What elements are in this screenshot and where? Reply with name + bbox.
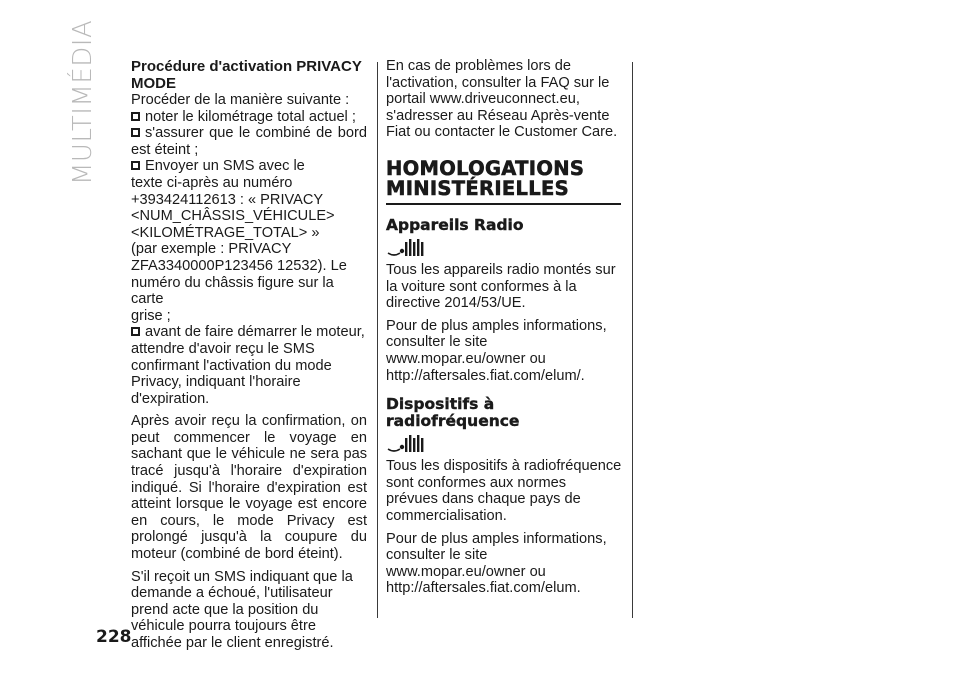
- paragraph: S'il reçoit un SMS indiquant que la demande a échoué, l'utilisateur prend acte que la position du véhicule pourra toujours être affichée par le client enregistré.: [131, 568, 353, 651]
- paragraph: Pour de plus amples informations, consulter le site www.mopar.eu/owner ou http://aftersales.fiat.com/elum.: [386, 530, 607, 597]
- left-column: [131, 58, 367, 652]
- section-heading-radio: Appareils Radio: [386, 215, 524, 234]
- paragraph: Pour de plus amples informations, consulter le site www.mopar.eu/owner ou http://aftersales.fiat.com/elum/.: [386, 317, 607, 384]
- list-item: s'assurer que le combiné de bord est éteint ;: [131, 125, 367, 158]
- page-number: 228: [96, 627, 132, 647]
- paragraph: Après avoir reçu la confirmation, on peut commencer le voyage en sachant que le véhicule ne sera pas tracé jusqu'à l'horaire d'expiration indiqué. Si l'horaire d'expiration est atteint lorsque le voyage est encore en cours, le mode Privacy est prolongé jusqu'à la coupure du moteur (combiné de bord éteint).: [131, 413, 367, 563]
- column-divider-left: [377, 62, 378, 618]
- main-heading: HOMOLOGATIONS MINISTÉRIELLES: [386, 156, 585, 200]
- section-heading-privacy: Procédure d'activation PRIVACY MODE: [131, 58, 362, 92]
- list-item: Envoyer un SMS avec le texte ci-après au numéro +393424112613 : « PRIVACY <NUM_CHÂSSIS_VÉHICULE> <KILOMÉTRAGE_TOTAL> » (par exemple : PRIVACY ZFA3340000P123456 12532). Le numéro du châssis figure sur la carte grise ;: [131, 158, 347, 324]
- rf-icon-row: [386, 432, 622, 458]
- bullet-square-icon: [131, 112, 140, 121]
- paragraph: En cas de problèmes lors de l'activation, consulter la FAQ sur le portail www.driveuconnect.eu, s'adresser au Réseau Après-vente Fiat ou contacter le Customer Care.: [386, 58, 618, 141]
- bullet-square-icon: [131, 128, 140, 137]
- bullet-square-icon: [131, 161, 140, 170]
- bullet-square-icon: [131, 327, 140, 336]
- right-column: [386, 58, 622, 597]
- paragraph: Tous les dispositifs à radiofréquence sont conformes aux normes prévues dans chaque pays de commercialisation.: [386, 458, 622, 524]
- paragraph: Tous les appareils radio montés sur la voiture sont conformes à la directive 2014/53/UE.: [386, 261, 616, 312]
- list-item: avant de faire démarrer le moteur, attendre d'avoir reçu le SMS confirmant l'activation du mode Privacy, indiquant l'horaire d'expiration.: [131, 324, 365, 407]
- chapter-side-label: MULTIMÉDIA: [68, 19, 98, 185]
- list-item: noter le kilométrage total actuel ;: [131, 109, 367, 126]
- intro-text: Procéder de la manière suivante :: [131, 92, 350, 108]
- radio-transmitter-icon: [386, 432, 430, 456]
- section-heading-rf: Dispositifs à radiofréquence: [386, 395, 520, 431]
- radio-transmitter-icon: [386, 236, 430, 260]
- column-divider-right: [632, 62, 633, 618]
- radio-icon-row: [386, 236, 622, 262]
- heading-rule: [386, 203, 621, 205]
